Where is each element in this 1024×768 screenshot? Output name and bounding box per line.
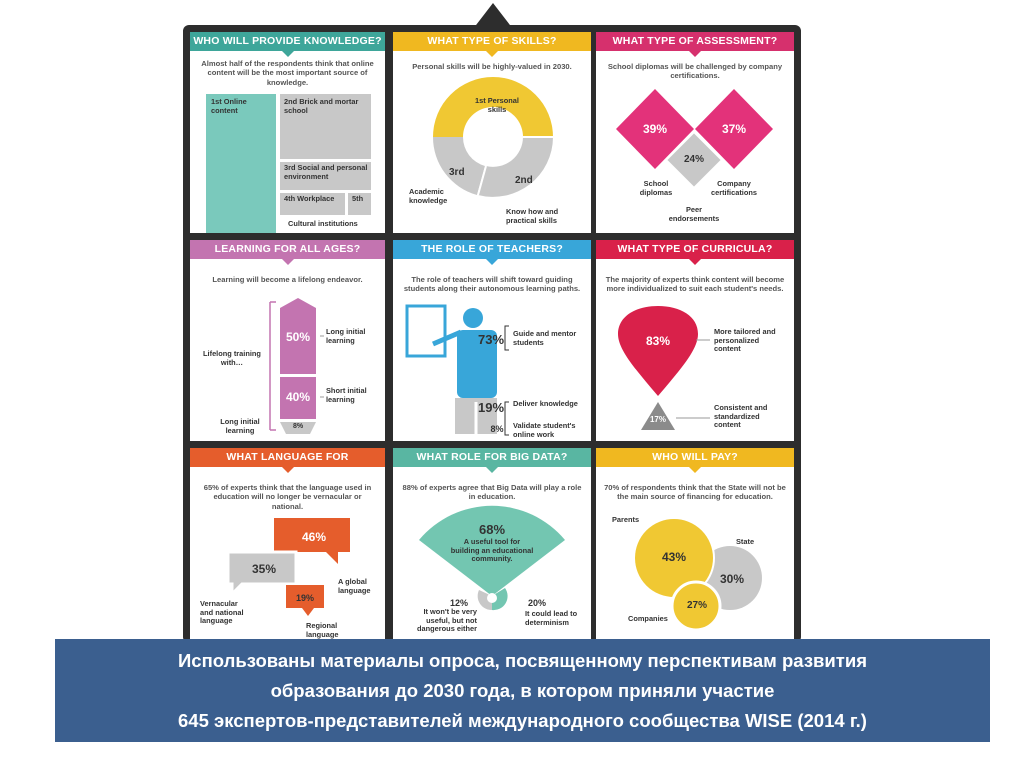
panel-title: WHAT TYPE OF CURRICULA?	[596, 240, 794, 259]
companies-value: 27%	[686, 600, 707, 611]
guide-value: 73%	[477, 332, 505, 347]
global-label: A global language	[338, 577, 371, 595]
rank-3-caption: Academic knowledge	[409, 187, 448, 205]
rank-3-label: 3rd	[449, 167, 465, 178]
tailored-value: 83%	[645, 334, 671, 348]
company-value: 37%	[721, 122, 747, 136]
panel-teachers	[393, 240, 591, 441]
drop-shape	[618, 306, 698, 396]
bottom-label: Long initial learning	[220, 417, 260, 435]
useful-value: 68%	[478, 522, 506, 537]
ring-practical	[478, 137, 553, 197]
caption-line-2: образования до 2030 года, в котором приняли участие	[270, 680, 775, 701]
short-initial-value: 40%	[285, 390, 311, 404]
parents-value: 43%	[661, 550, 687, 564]
long-initial-value: 50%	[285, 330, 311, 344]
validate-label: Validate student's online work	[513, 421, 576, 439]
long-initial-label: Long initial learning	[326, 327, 366, 345]
lifelong-label: Lifelong training with…	[203, 349, 261, 367]
short-initial-label: Short initial learning	[326, 386, 367, 404]
useful-label: A useful tool for building an educational community.	[450, 537, 534, 564]
panel-description: 88% of experts agree that Big Data will play a role in education.	[402, 483, 582, 502]
panel-assessment	[596, 32, 794, 233]
panel-ages	[190, 240, 385, 441]
assessment-diamonds	[596, 32, 794, 233]
rank-2-label: 2nd Brick and mortar school	[284, 97, 359, 115]
validate-value: 8%	[490, 424, 504, 434]
panel-language	[190, 448, 385, 639]
neutral-label: It won't be very useful, but not dangerous either	[417, 607, 477, 634]
last-value: 8%	[292, 423, 304, 430]
panel-title: THE ROLE OF TEACHERS?	[393, 240, 591, 259]
caption-line-1: Использованы материалы опроса, посвященному перспективам развития	[178, 650, 867, 671]
panel-title: WHAT LANGUAGE FOR EDUCATION?	[190, 448, 385, 467]
regional-label: Regional language	[306, 621, 339, 639]
rank-3-label: 3rd Social and personal environment	[284, 163, 368, 181]
panel-pay	[596, 448, 794, 639]
global-value: 46%	[301, 530, 327, 544]
panel-knowledge	[190, 32, 385, 233]
panel-description: 65% of experts think that the language used in education will no longer be vernacular or national.	[203, 483, 372, 511]
national-value: 35%	[251, 562, 277, 576]
panel-title: WHAT TYPE OF ASSESSMENT?	[596, 32, 794, 51]
parents-label: Parents	[612, 515, 640, 524]
board-outline	[407, 306, 445, 356]
panel-bigdata	[393, 448, 591, 639]
neutral-value: 12%	[449, 598, 468, 608]
rank-1-label: 1st Online content	[211, 97, 247, 115]
school-label: School diplomas	[639, 179, 673, 197]
teacher-head	[463, 308, 483, 328]
national-label: Vernacular and national language	[200, 599, 244, 626]
standard-value: 17%	[649, 415, 666, 424]
panel-description: Almost half of the respondents think that online content will be the most important source of knowledge.	[201, 59, 374, 87]
caption-banner	[55, 639, 990, 742]
panel-title: LEARNING FOR ALL AGES?	[190, 240, 385, 259]
school-value: 39%	[642, 122, 668, 136]
state-value: 30%	[719, 572, 745, 586]
tailored-label: More tailored and personalized content	[714, 327, 776, 354]
rank-4-label: 4th Workplace	[284, 194, 335, 203]
peer-label: Peer endorsements	[668, 205, 720, 223]
rank-1-label: 1st Personal skills	[475, 96, 519, 114]
panel-description: The majority of experts think content will become more individualized to suit each student's needs.	[605, 275, 785, 294]
state-label: State	[736, 537, 755, 546]
panel-title: WHO WILL PROVIDE KNOWLEDGE?	[190, 32, 385, 51]
panel-description: The role of teachers will shift toward guiding students along their autonomous learning paths.	[403, 275, 581, 294]
caption-line-3: 645 экспертов-представителей международного сообщества WISE (2014 г.)	[178, 710, 867, 731]
panel-description: Learning will become a lifelong endeavor.	[212, 275, 363, 284]
company-label: Company certifications	[710, 179, 757, 197]
standard-label: Consistent and standardized content	[714, 403, 768, 430]
panel-description: Personal skills will be highly-valued in 2030.	[412, 62, 572, 71]
companies-label: Companies	[628, 614, 668, 623]
panel-curricula	[596, 240, 794, 441]
guide-label: Guide and mentor students	[513, 329, 577, 347]
panel-description: School diplomas will be challenged by company certifications.	[607, 62, 783, 81]
peer-value: 24%	[683, 154, 704, 165]
panel-title: WHAT TYPE OF SKILLS?	[393, 32, 591, 51]
rank-5-label: 5th	[352, 194, 364, 203]
deliver-label: Deliver knowledge	[513, 399, 578, 408]
panel-skills	[393, 32, 591, 233]
rank-2-label: 2nd	[515, 175, 533, 186]
panel-title: WHAT ROLE FOR BIG DATA?	[393, 448, 591, 467]
panel-title: WHO WILL PAY?	[596, 448, 794, 467]
regional-value: 19%	[295, 593, 314, 603]
panel-description: 70% of respondents think that the State will not be the main source of financing for education.	[604, 483, 786, 502]
rank-2-caption: Know how and practical skills	[506, 207, 559, 225]
determinism-value: 20%	[527, 598, 546, 608]
deliver-value: 19%	[477, 400, 505, 415]
determinism-label: It could lead to determinism	[525, 609, 578, 627]
rank-5-caption: Cultural institutions	[288, 219, 358, 228]
